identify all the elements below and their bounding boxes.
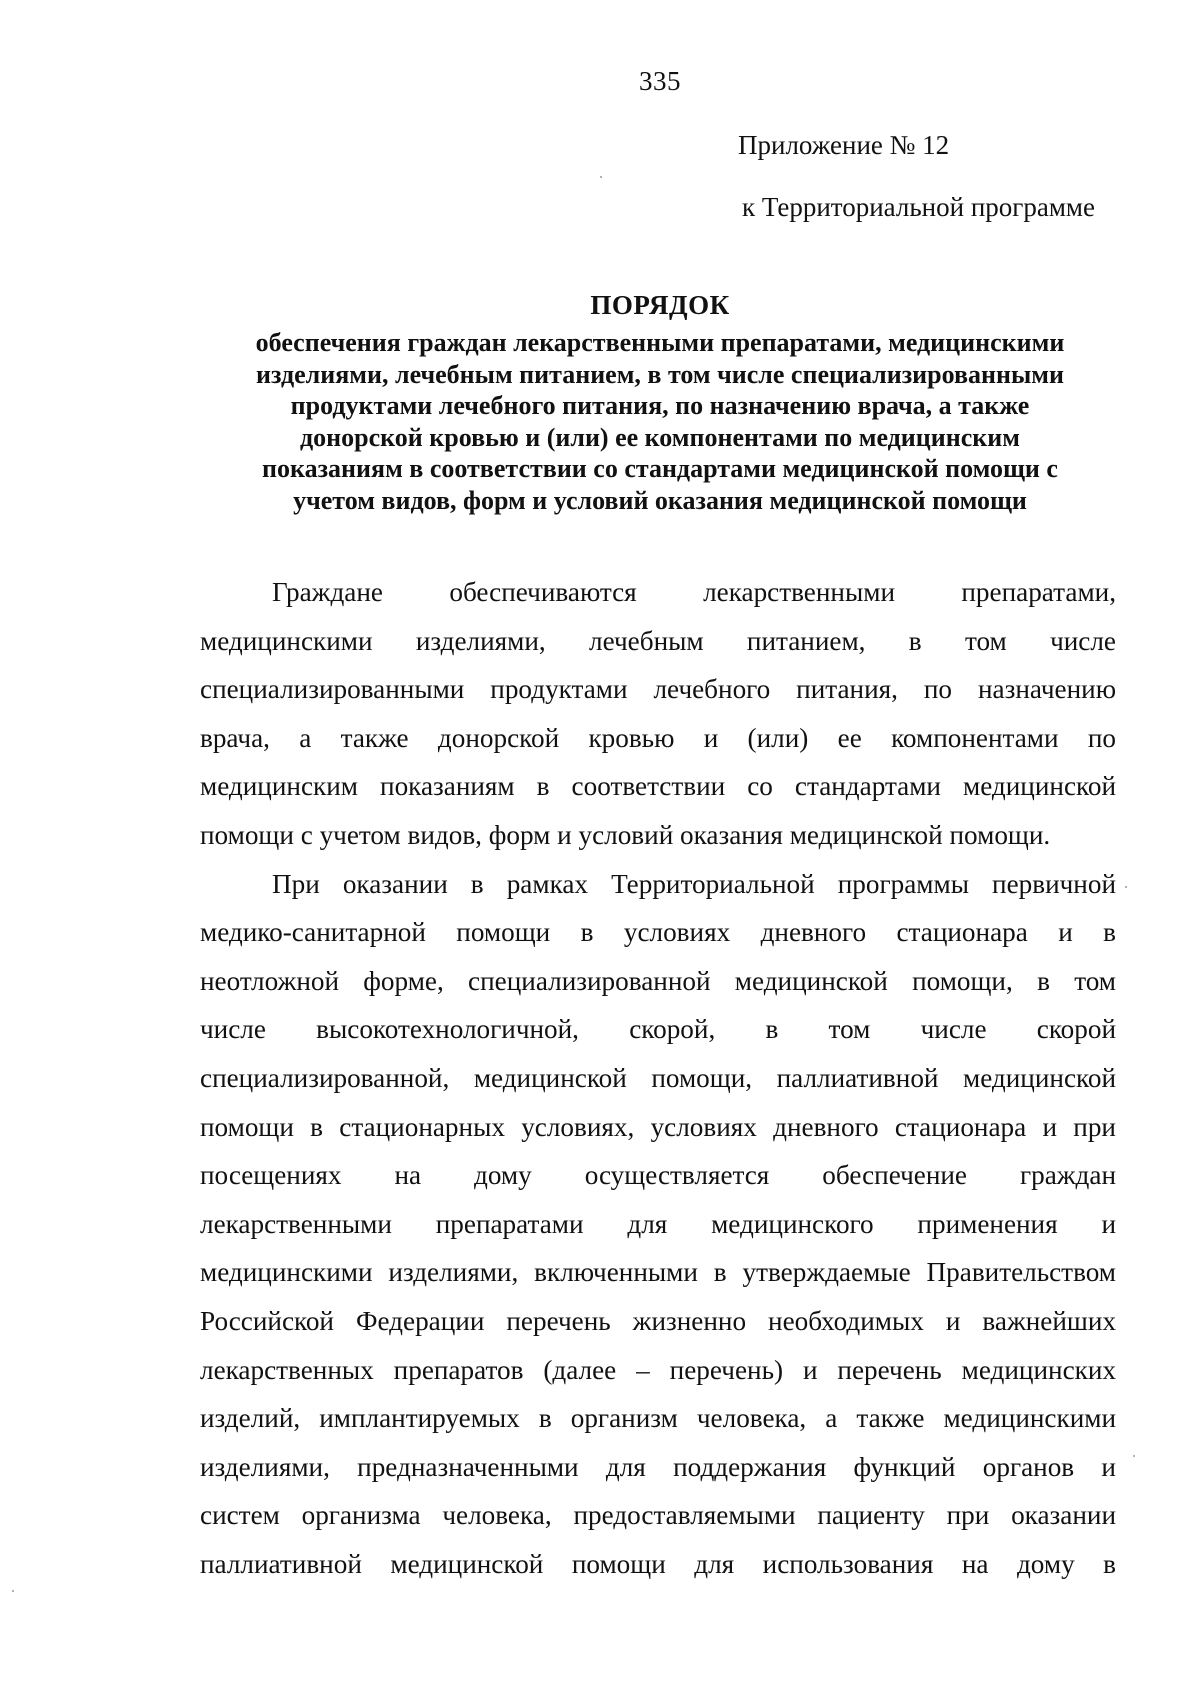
paragraph-1 bbox=[200, 568, 1116, 860]
document-subtitle bbox=[195, 327, 1125, 516]
subtitle-line: показаниям в соответствии со стандартами медицинской помощи с bbox=[262, 454, 1058, 483]
text-line: помощи с учетом видов, форм и условий оказания медицинской помощи. bbox=[200, 819, 1051, 850]
text-line: специализированными продуктами лечебного питания, по назначению bbox=[200, 674, 1116, 705]
subtitle-line: учетом видов, форм и условий оказания медицинской помощи bbox=[293, 485, 1027, 515]
appendix-reference: к Территориальной программе bbox=[742, 192, 1095, 222]
subtitle-line: донорской кровью и (или) ее компонентами по медицинским bbox=[300, 422, 1020, 452]
text-line: медицинскими изделиями, лечебным питанием, в том числе bbox=[200, 625, 1116, 656]
body-text bbox=[200, 568, 1116, 1588]
document-title: ПОРЯДОК bbox=[590, 290, 730, 320]
text-line: посещениях на дому осуществляется обеспечение граждан bbox=[200, 1160, 1116, 1191]
scan-speck bbox=[1125, 886, 1127, 888]
text-line: При оказании в рамках Территориальной программы первичной bbox=[272, 868, 1116, 899]
paragraph-2 bbox=[200, 860, 1116, 1589]
text-line: Граждане обеспечиваются лекарственными препаратами, bbox=[272, 577, 1116, 607]
text-line: помощи в стационарных условиях, условиях дневного стационара и при bbox=[200, 1111, 1116, 1142]
page-number: 335 bbox=[639, 66, 681, 96]
text-line: неотложной форме, специализированной медицинской помощи, в том bbox=[200, 965, 1116, 996]
text-line: врача, а также донорской кровью и (или) ее компонентами по bbox=[200, 722, 1116, 753]
scan-speck bbox=[1133, 1455, 1135, 1457]
text-line: лекарственных препаратов (далее – перечень) и перечень медицинских bbox=[200, 1354, 1116, 1385]
text-line: медицинскими изделиями, включенными в утверждаемые Правительством bbox=[200, 1257, 1116, 1288]
scan-speck bbox=[600, 176, 602, 178]
subtitle-line: изделиями, лечебным питанием, в том числе специализированными bbox=[256, 359, 1064, 389]
text-line: Российской Федерации перечень жизненно необходимых и важнейших bbox=[200, 1305, 1116, 1336]
text-line: лекарственными препаратами для медицинского применения и bbox=[200, 1208, 1116, 1239]
text-line: медико-санитарной помощи в условиях дневного стационара и в bbox=[200, 917, 1116, 948]
subtitle-line: обеспечения граждан лекарственными препаратами, медицинскими bbox=[255, 328, 1065, 357]
text-line: паллиативной медицинской помощи для использования на дому в bbox=[200, 1548, 1116, 1579]
text-line: изделиями, предназначенными для поддержания функций органов и bbox=[200, 1451, 1116, 1482]
text-line: специализированной, медицинской помощи, паллиативной медицинской bbox=[200, 1062, 1116, 1093]
scan-speck bbox=[12, 1590, 14, 1592]
text-line: изделий, имплантируемых в организм человека, а также медицинскими bbox=[200, 1403, 1116, 1434]
text-line: систем организма человека, предоставляемыми пациенту при оказании bbox=[200, 1500, 1116, 1531]
text-line: числе высокотехнологичной, скорой, в том числе скорой bbox=[200, 1014, 1116, 1045]
subtitle-line: продуктами лечебного питания, по назначению врача, а также bbox=[290, 391, 1030, 420]
appendix-number: Приложение № 12 bbox=[738, 130, 950, 160]
text-line: медицинским показаниям в соответствии со стандартами медицинской bbox=[200, 771, 1116, 802]
